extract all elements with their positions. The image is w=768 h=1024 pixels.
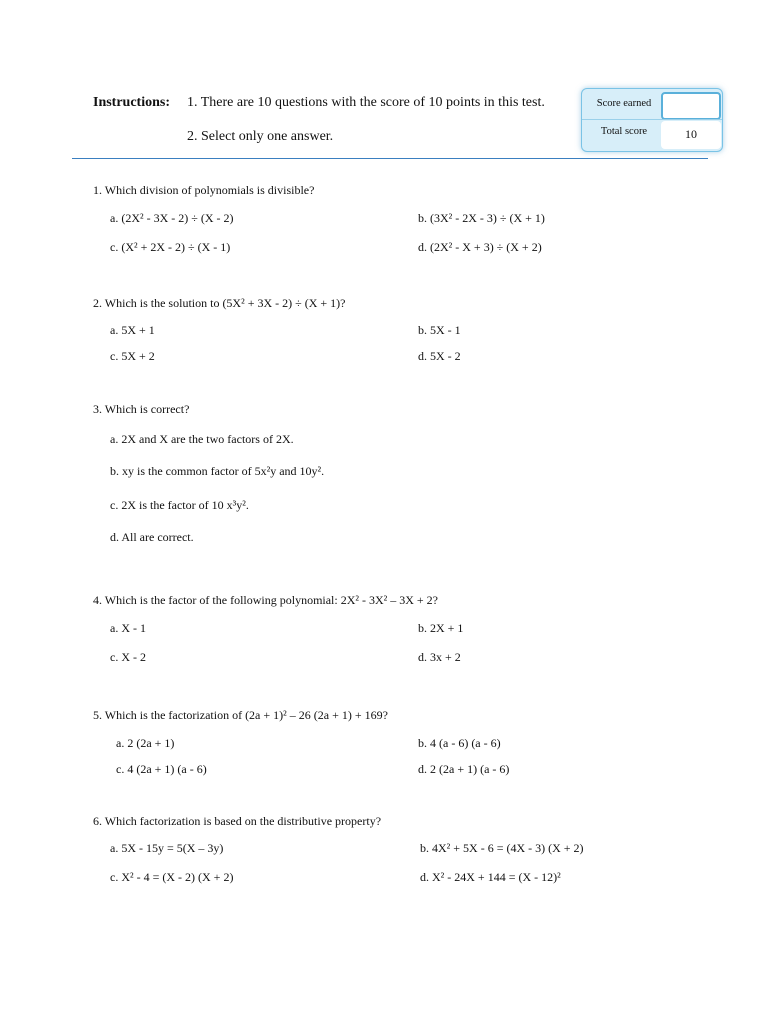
question-3-option-a[interactable]: a. 2X and X are the two factors of 2X. xyxy=(110,432,294,446)
question-1-option-b[interactable]: b. (3X² - 2X - 3) ÷ (X + 1) xyxy=(418,211,545,225)
total-score-value: 10 xyxy=(685,127,697,141)
question-1-option-c[interactable]: c. (X² + 2X - 2) ÷ (X - 1) xyxy=(110,240,231,254)
question-2-text: 2. Which is the solution to (5X² + 3X - 2) ÷ (X + 1)? xyxy=(93,296,346,310)
total-score-field xyxy=(661,121,721,149)
question-6-option-b[interactable]: b. 4X² + 5X - 6 = (4X - 3) (X + 2) xyxy=(420,841,584,855)
question-1-option-d[interactable]: d. (2X² - X + 3) ÷ (X + 2) xyxy=(418,240,542,254)
instructions-label: Instructions: xyxy=(93,95,171,110)
question-6-option-d[interactable]: d. X² - 24X + 144 = (X - 12)² xyxy=(420,870,561,884)
question-2-option-b[interactable]: b. 5X - 1 xyxy=(418,323,461,337)
question-3-option-b[interactable]: b. xy is the common factor of 5x²y and 10y². xyxy=(110,464,325,478)
question-3-text: 3. Which is correct? xyxy=(93,402,190,416)
question-6-text: 6. Which factorization is based on the distributive property? xyxy=(93,814,382,828)
question-1-text: 1. Which division of polynomials is divisible? xyxy=(93,183,315,197)
question-6-option-a[interactable]: a. 5X - 15y = 5(X – 3y) xyxy=(110,841,224,855)
question-4-option-a[interactable]: a. X - 1 xyxy=(110,621,146,635)
header-divider xyxy=(72,158,708,159)
question-2-option-a[interactable]: a. 5X + 1 xyxy=(110,323,155,337)
question-4-text: 4. Which is the factor of the following polynomial: 2X² - 3X² – 3X + 2? xyxy=(93,593,439,607)
question-4-option-d[interactable]: d. 3x + 2 xyxy=(418,650,461,664)
instructions-line-2: 2. Select only one answer. xyxy=(187,129,334,144)
question-5-option-c[interactable]: c. 4 (2a + 1) (a - 6) xyxy=(116,762,207,776)
question-5-text: 5. Which is the factorization of (2a + 1)² – 26 (2a + 1) + 169? xyxy=(93,708,388,722)
score-earned-label: Score earned xyxy=(596,98,652,109)
score-earned-field[interactable] xyxy=(661,92,721,120)
question-4-option-b[interactable]: b. 2X + 1 xyxy=(418,621,464,635)
question-2-option-c[interactable]: c. 5X + 2 xyxy=(110,349,155,363)
question-5-option-a[interactable]: a. 2 (2a + 1) xyxy=(116,736,175,750)
question-4-option-c[interactable]: c. X - 2 xyxy=(110,650,146,664)
question-3-option-c[interactable]: c. 2X is the factor of 10 x³y². xyxy=(110,498,249,512)
total-score-label: Total score xyxy=(600,126,648,137)
question-1-option-a[interactable]: a. (2X² - 3X - 2) ÷ (X - 2) xyxy=(110,211,234,225)
question-5-option-d[interactable]: d. 2 (2a + 1) (a - 6) xyxy=(418,762,510,776)
question-3-option-d[interactable]: d. All are correct. xyxy=(110,530,194,544)
score-box xyxy=(581,88,723,152)
question-6-option-c[interactable]: c. X² - 4 = (X - 2) (X + 2) xyxy=(110,870,234,884)
score-divider xyxy=(582,119,722,120)
question-5-option-b[interactable]: b. 4 (a - 6) (a - 6) xyxy=(418,736,501,750)
question-2-option-d[interactable]: d. 5X - 2 xyxy=(418,349,461,363)
instructions-line-1: 1. There are 10 questions with the score of 10 points in this test. xyxy=(187,95,545,110)
